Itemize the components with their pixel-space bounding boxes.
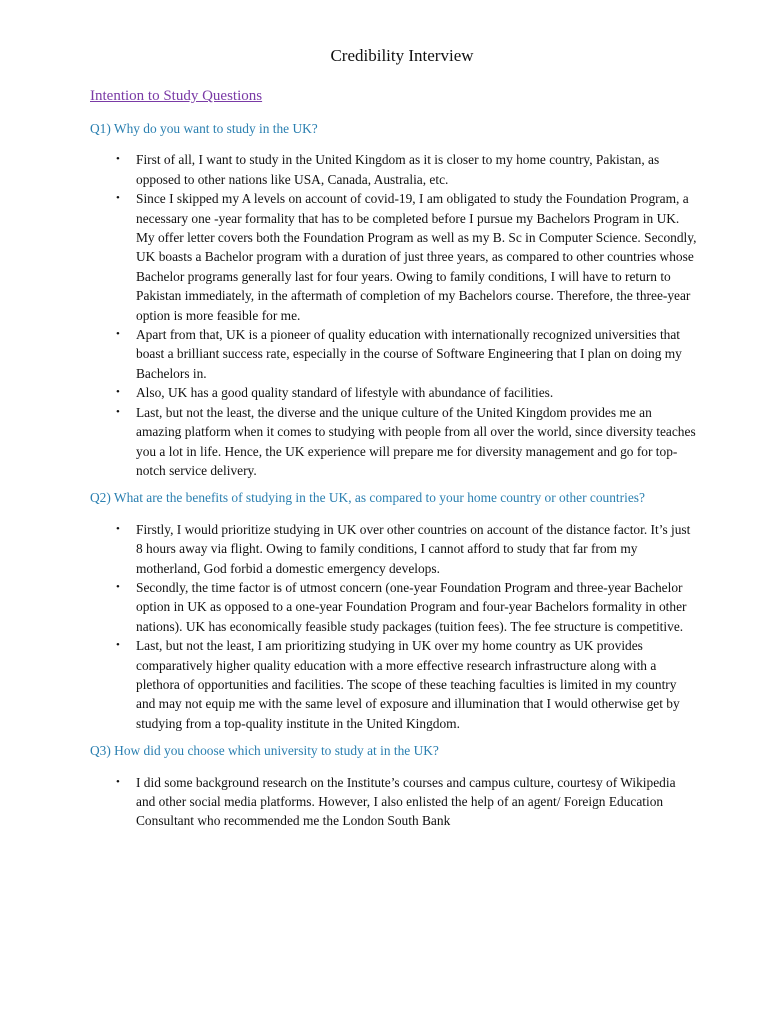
- question-block-3: [90, 741, 698, 831]
- question-block-1: [90, 119, 698, 480]
- answer-text: First of all, I want to study in the United Kingdom as it is closer to my home country, Pakistan, as opposed to other nations like USA, Canada, Australia, etc.: [136, 152, 660, 187]
- answer-list-2: [90, 520, 698, 733]
- bullet-icon: •: [116, 386, 120, 399]
- answer-list-1: [90, 150, 698, 480]
- question-heading-1: Q1) Why do you want to study in the UK?: [90, 121, 318, 136]
- answer-text: Also, UK has a good quality standard of lifestyle with abundance of facilities.: [136, 385, 554, 401]
- question-heading-2: Q2) What are the benefits of studying in the UK, as compared to your home country or other countries?: [90, 490, 645, 506]
- list-item: [116, 403, 698, 481]
- question-heading-3: Q3) How did you choose which university to study at in the UK?: [90, 743, 439, 759]
- answer-text: Secondly, the time factor is of utmost concern (one-year Foundation Program and three-year Bachelor option in UK as opposed to a one-year Foundation Program and four-year Bachelors formality in other nations). UK has economically feasible study packages (tuition fees). The fee structure is competitive.: [136, 579, 687, 634]
- list-item: [116, 773, 698, 831]
- list-item: [116, 383, 698, 402]
- bullet-icon: •: [116, 405, 120, 418]
- answer-text: Apart from that, UK is a pioneer of quality education with internationally recognized universities that boast a brilliant success rate, especially in the course of Software Engineering that I plan on doing my Bachelors in.: [136, 327, 682, 381]
- answer-text: Last, but not the least, I am prioritizing studying in UK over my home country as UK provides comparatively higher quality education with a more effective research infrastructure along with a plethora of opportunities and facilities. The scope of these teaching faculties is limited in my country and may not equip me with the same level of exposure and illumination that I would otherwise get by studying from a top-quality institute in the United Kingdom.: [136, 638, 680, 731]
- question-block-2: [90, 488, 698, 733]
- bullet-icon: •: [116, 153, 120, 166]
- answer-list-3: [90, 773, 698, 831]
- bullet-icon: •: [116, 639, 120, 652]
- bullet-icon: •: [116, 192, 120, 205]
- answer-text: Last, but not the least, the diverse and the unique culture of the United Kingdom provides me an amazing platform when it comes to studying with people from all over the world, since diversity teaches you a lot in life. Hence, the UK experience will prepare me for diversity management and go for top-notch service delivery.: [136, 404, 696, 478]
- answer-text: Since I skipped my A levels on account of covid-19, I am obligated to study the Foundation Program, a necessary one -year formality that has to be completed before I pursue my Bachelors Program in UK. My offer letter covers both the Foundation Program as well as my B. Sc in Computer Science. Secondly, UK boasts a Bachelor program with a duration of just three years, as compared to other countries whose Bachelor programs generally last for four years. Owing to family conditions, I will have to return to Pakistan immediately, in the aftermath of completion of my Bachelors course. Therefore, the three-year option is more feasible for me.: [136, 191, 697, 323]
- list-item: [116, 636, 698, 733]
- list-item: [116, 150, 698, 189]
- bullet-icon: •: [116, 522, 120, 535]
- bullet-icon: •: [116, 580, 120, 593]
- document-title: Credibility Interview: [330, 46, 474, 65]
- list-item: [116, 578, 698, 636]
- bullet-icon: •: [116, 328, 120, 341]
- answer-text: I did some background research on the Institute’s courses and campus culture, courtesy of Wikipedia and other social media platforms. However, I also enlisted the help of an agent/ Foreign Education Consultant who recommended me the London South Bank: [136, 774, 676, 829]
- list-item: [116, 520, 698, 578]
- bullet-icon: •: [116, 775, 120, 788]
- answer-text: Firstly, I would prioritize studying in UK over other countries on account of the distance factor. It’s just 8 hours away via flight. Owing to family conditions, I cannot afford to study that far from my motherland, God forbid a domestic emergency develops.: [136, 521, 691, 576]
- list-item: [116, 325, 698, 383]
- list-item: [116, 189, 698, 325]
- section-heading: Intention to Study Questions: [90, 88, 263, 104]
